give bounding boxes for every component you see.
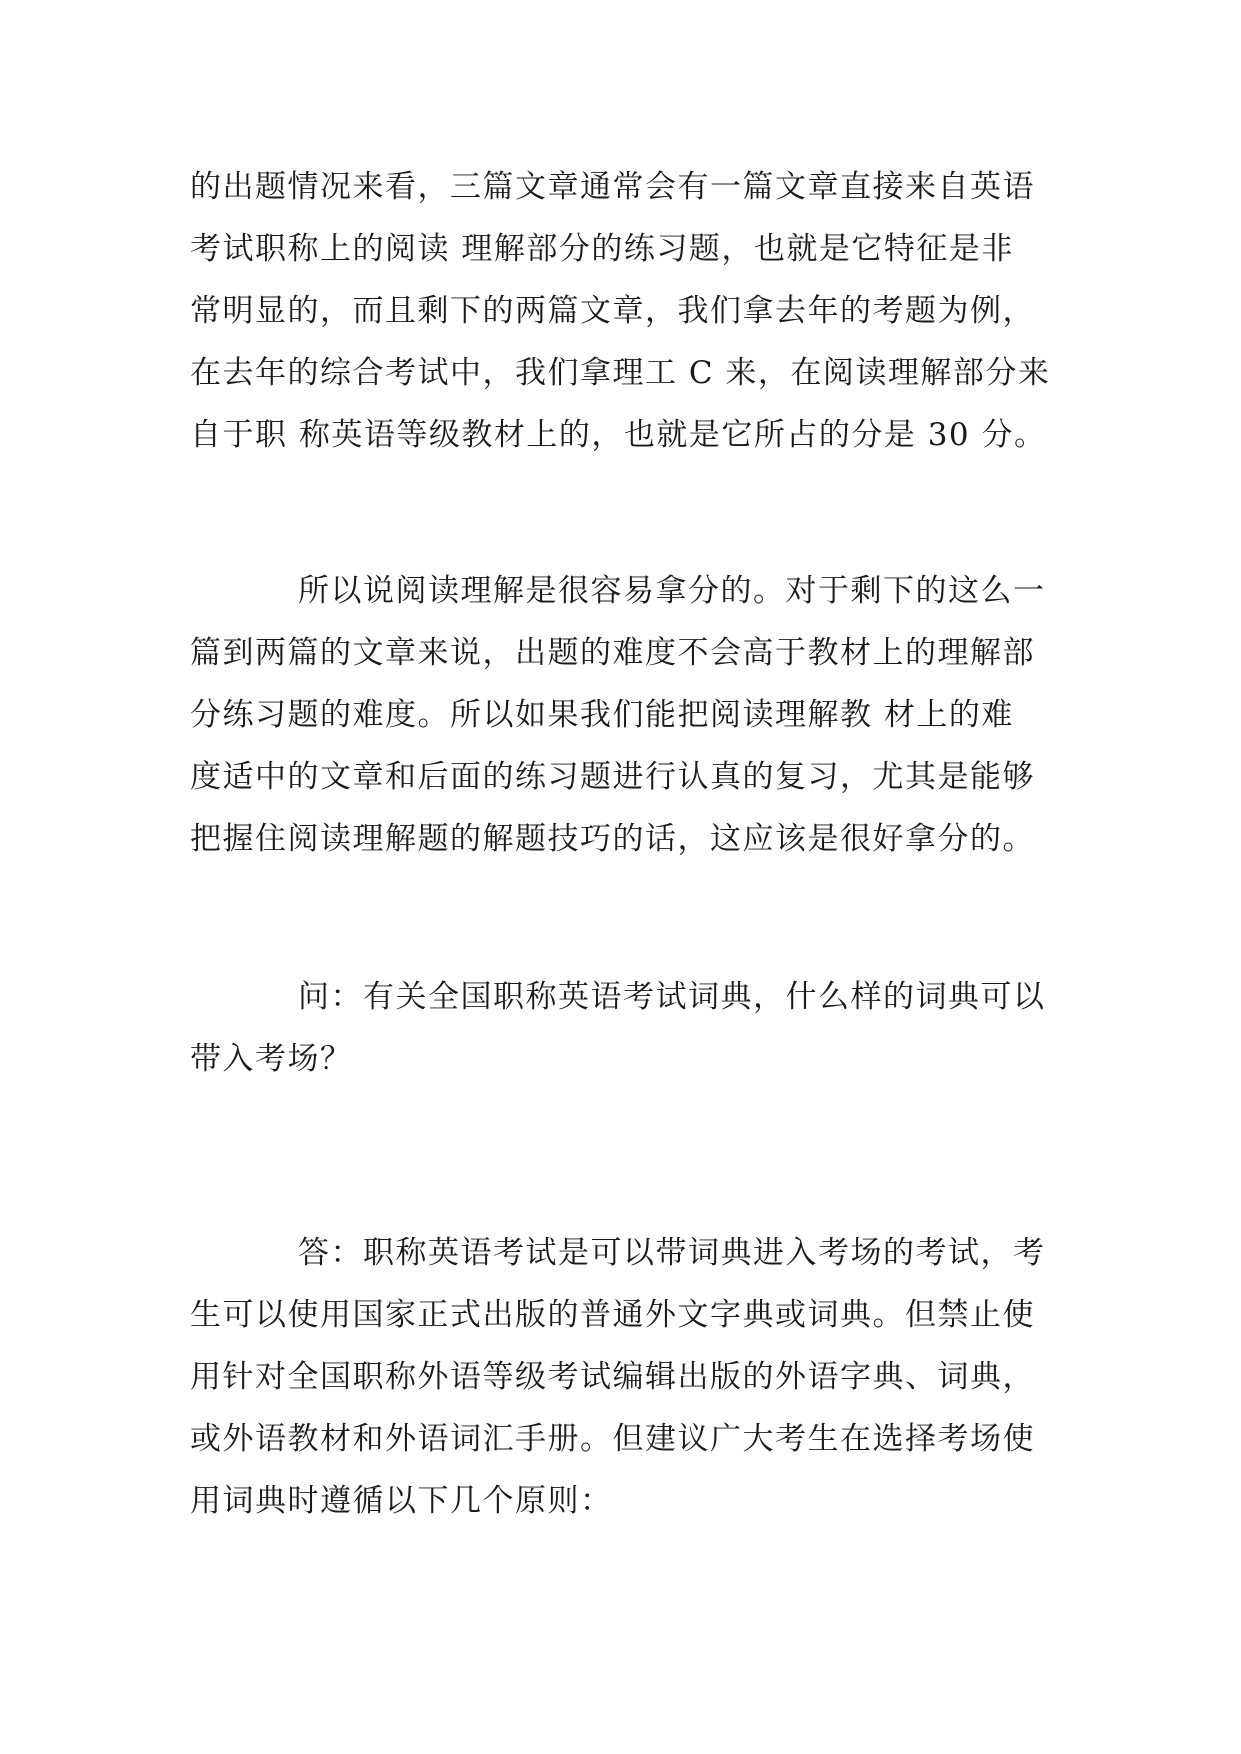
text-line: 分练习题的难度。所以如果我们能把阅读理解教 材上的难 (190, 697, 1014, 733)
text-line: 考试职称上的阅读 理解部分的练习题，也就是它特征是非 (190, 231, 1014, 267)
text-line: 所以说阅读理解是很容易拿分的。对于剩下的这么一 (298, 573, 1046, 609)
text-line: 把握住阅读理解题的解题技巧的话，这应该是很好拿分的。 (190, 821, 1035, 857)
text-line: 自于职 称英语等级教材上的，也就是它所占的分是 30 分。 (190, 417, 1047, 453)
text-line: 用针对全国职称外语等级考试编辑出版的外语字典、词典， (190, 1359, 1035, 1395)
text-line: 度适中的文章和后面的练习题进行认真的复习，尤其是能够 (190, 759, 1035, 795)
text-line: 的出题情况来看，三篇文章通常会有一篇文章直接来自英语 (190, 169, 1035, 205)
text-line: 常明显的，而且剩下的两篇文章，我们拿去年的考题为例， (190, 293, 1035, 329)
text-line: 带入考场？ (190, 1041, 353, 1077)
text-line: 生可以使用国家正式出版的普通外文字典或词典。但禁止使 (190, 1297, 1035, 1333)
text-line: 答：职称英语考试是可以带词典进入考场的考试，考 (298, 1235, 1046, 1271)
paragraph-reading-comprehension-advice (190, 560, 1070, 870)
paragraph-reading-exam-sources (190, 156, 1070, 466)
text-line: 篇到两篇的文章来说，出题的难度不会高于教材上的理解部 (190, 635, 1035, 671)
text-line: 问：有关全国职称英语考试词典，什么样的词典可以 (298, 979, 1046, 1015)
paragraph-answer-dictionary (190, 1222, 1070, 1532)
text-line: 或外语教材和外语词汇手册。但建议广大考生在选择考场使 (190, 1421, 1035, 1457)
text-line: 在去年的综合考试中，我们拿理工 C 来，在阅读理解部分来 (190, 355, 1051, 391)
paragraph-question-dictionary (190, 966, 1070, 1090)
text-line: 用词典时遵循以下几个原则： (190, 1483, 613, 1519)
